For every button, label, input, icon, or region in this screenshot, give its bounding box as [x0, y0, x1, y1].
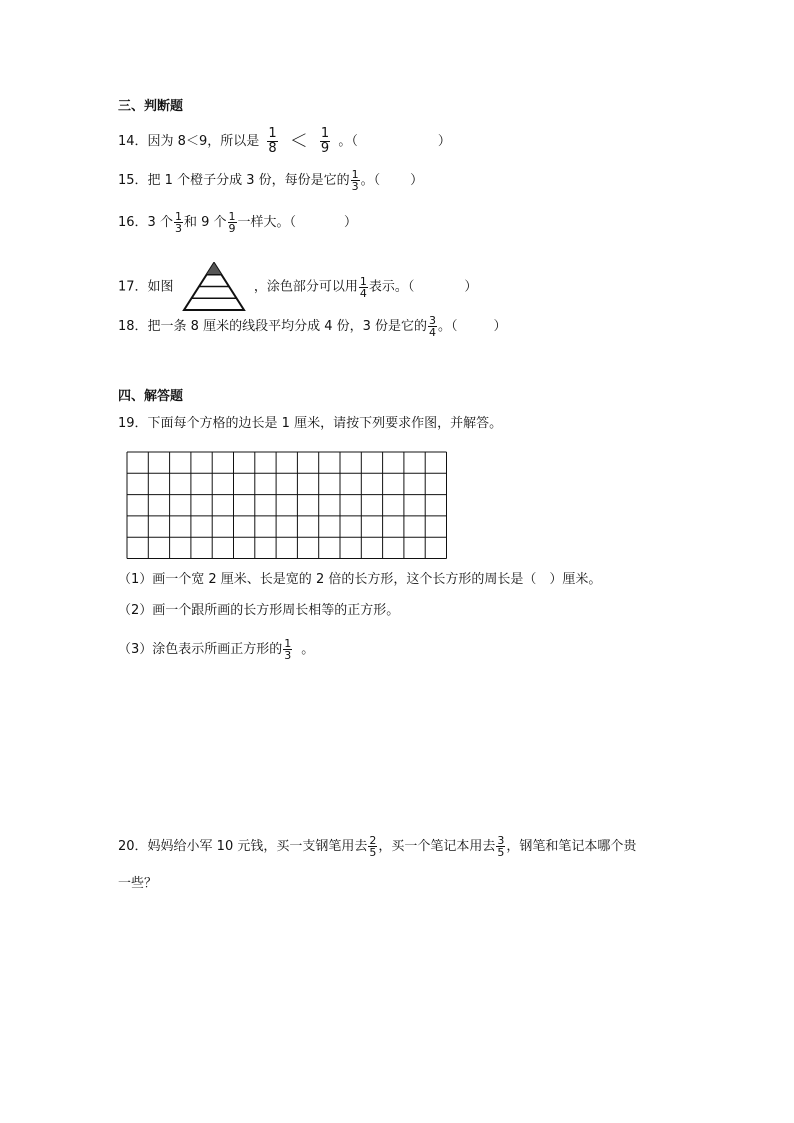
q15-f-num: 1 — [351, 168, 359, 181]
q20-f1-den: 5 — [369, 846, 377, 859]
q19-p3-period: 。 — [301, 642, 315, 657]
question-18 — [118, 315, 507, 338]
q14-close-paren: ） — [437, 134, 451, 149]
q16-f1-num: 1 — [174, 210, 182, 223]
q15-open-paren: 。（ — [360, 173, 381, 188]
grid-canvas[interactable] — [126, 451, 448, 559]
q19-p3-text: （3）涂色表示所画正方形的 — [118, 642, 283, 657]
q19-p3-f-num: 1 — [284, 637, 292, 650]
q17-text-1: 17．如图 — [118, 279, 174, 295]
question-19-stem: 19．下面每个方格的边长是 1 厘米，请按下列要求作图，并解答。 — [118, 416, 503, 431]
shaded-top-part — [206, 263, 221, 275]
q20-f2-num: 3 — [497, 834, 505, 847]
triangle-figure — [182, 262, 246, 312]
q17-f-den: 4 — [359, 286, 367, 300]
question-17 — [118, 262, 477, 312]
question-20 — [118, 835, 636, 858]
q14-f2-den: 9 — [320, 141, 330, 156]
q16-fraction-1 — [174, 211, 183, 234]
q18-open-paren: 。（ — [438, 319, 458, 334]
section-heading-answer: 四、解答题 — [118, 389, 184, 404]
question-19-part-3 — [118, 638, 314, 661]
q17-close-paren: ） — [464, 279, 478, 295]
q17-fraction — [359, 276, 368, 299]
q18-text: 18．把一条 8 厘米的线段平均分成 4 份，3 份是它的 — [118, 319, 428, 334]
q16-text-2: 和 9 个 — [183, 215, 227, 230]
question-20-line-2: 一些？ — [118, 876, 158, 891]
q14-fraction-2 — [320, 127, 330, 156]
q14-f1-num: 1 — [268, 126, 277, 141]
q17-open-paren: 表示。（ — [368, 279, 415, 295]
q15-f-den: 3 — [351, 180, 359, 193]
q18-fraction — [428, 315, 437, 338]
q20-text-2: ，买一个笔记本用去 — [378, 839, 496, 854]
q18-f-num: 3 — [429, 314, 437, 327]
q20-text-1: 20．妈妈给小军 10 元钱，买一支钢笔用去 — [118, 839, 368, 854]
q15-close-paren: ） — [410, 173, 424, 188]
question-16 — [118, 211, 357, 234]
q16-text-1: 16．3 个 — [118, 215, 173, 230]
question-19-part-2: （2）画一个跟所画的长方形周长相等的正方形。 — [118, 603, 400, 618]
q17-f-num: 1 — [359, 274, 367, 288]
question-15 — [118, 169, 423, 192]
q15-text: 15．把 1 个橙子分成 3 份，每份是它的 — [118, 173, 350, 188]
question-14 — [118, 127, 451, 156]
q16-fraction-2 — [228, 211, 237, 234]
q17-text-2: ，涂色部分可以用 — [253, 279, 358, 295]
q14-open-paren: 。（ — [338, 134, 358, 149]
section-heading-judge: 三、判断题 — [118, 99, 184, 114]
q18-f-den: 4 — [429, 326, 437, 339]
less-than-sign: ＜ — [289, 130, 308, 152]
q16-open-paren: 一样大。（ — [237, 215, 297, 230]
q14-fraction-1 — [267, 127, 277, 156]
q20-fraction-1 — [368, 835, 377, 858]
layered-triangle-icon — [182, 262, 246, 312]
q15-fraction — [351, 169, 360, 192]
q19-p3-fraction — [283, 638, 292, 661]
q16-f2-den: 9 — [228, 222, 236, 235]
q16-f1-den: 3 — [174, 222, 182, 235]
q14-f2-num: 1 — [320, 126, 330, 141]
q16-close-paren: ） — [344, 215, 358, 230]
q20-text-3: ，钢笔和笔记本哪个贵 — [506, 839, 637, 854]
square-grid[interactable] — [126, 451, 448, 559]
q18-close-paren: ） — [493, 319, 507, 334]
q14-text: 14．因为 8＜9，所以是 — [118, 134, 260, 149]
q16-f2-num: 1 — [228, 210, 236, 223]
q19-p3-f-den: 3 — [284, 649, 292, 662]
q20-f1-num: 2 — [369, 834, 377, 847]
question-19-part-1: （1）画一个宽 2 厘米、长是宽的 2 倍的长方形，这个长方形的周长是（ ）厘米。 — [118, 572, 602, 587]
q20-fraction-2 — [496, 835, 505, 858]
q14-f1-den: 8 — [268, 141, 277, 156]
q20-f2-den: 5 — [497, 846, 505, 859]
